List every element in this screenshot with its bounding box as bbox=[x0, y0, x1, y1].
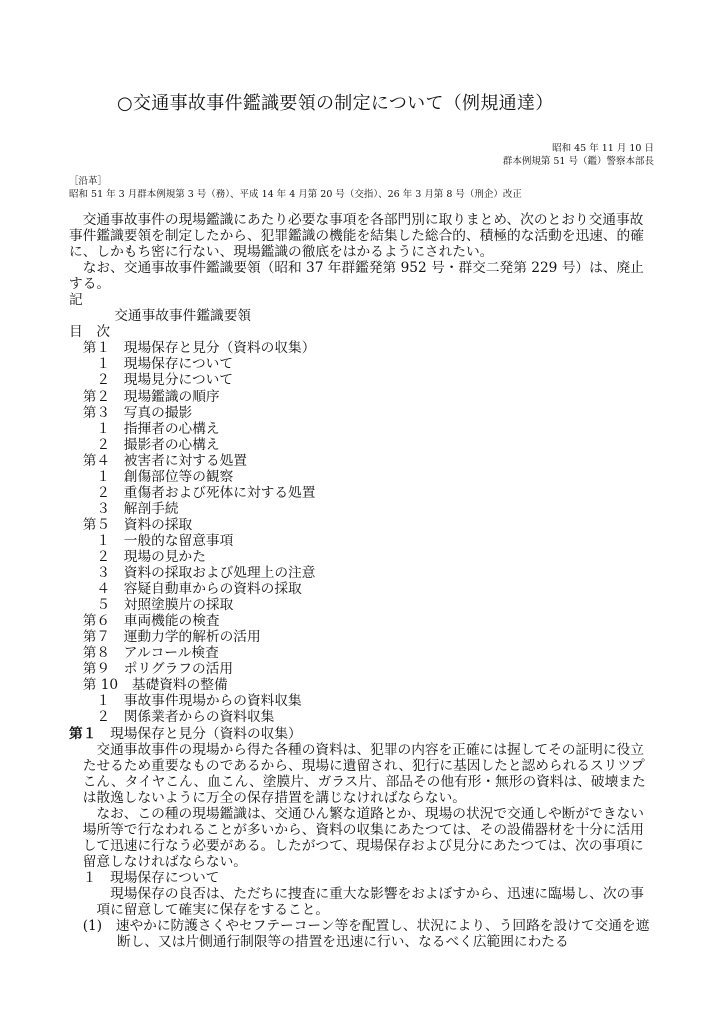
toc-item bbox=[69, 372, 657, 388]
toc-item-label: 資料の採取および処理上の注意 bbox=[123, 565, 316, 582]
toc-item bbox=[69, 437, 657, 453]
toc-item-number: 第８ bbox=[82, 645, 111, 662]
subsection-title: 現場保存について bbox=[110, 869, 220, 886]
issue-date: 昭和 45 年 11 月 10 日 bbox=[552, 143, 654, 154]
ki-marker: 記 bbox=[69, 292, 83, 309]
toc-item-label: 資料の採取 bbox=[123, 516, 193, 533]
section-paragraph: なお、この種の現場鑑識は、交通ひん繁な道路とか、現場の状況で交通しや断ができない場所等で行なわれることが多いから、資料の収集にあたつては、その設備器材を十分に活用して迅速に行なう必要がある。したがつて、現場保存および見分にあたつては、次の事項に留意しなければならない。 bbox=[82, 805, 644, 870]
toc-item-label: 関係業者からの資料収集 bbox=[123, 709, 275, 726]
toc-item bbox=[69, 709, 657, 725]
toc-item-label: 写真の撮影 bbox=[123, 404, 193, 421]
toc-item-label: 現場保存と見分（資料の収集） bbox=[123, 340, 316, 357]
toc-item-label: 容疑自動車からの資料の採取 bbox=[123, 581, 302, 598]
toc-item-label: 運動力学的解析の活用 bbox=[123, 629, 261, 646]
toc-item bbox=[69, 677, 657, 693]
toc-item bbox=[69, 645, 657, 661]
section-title: 現場保存と見分（資料の収集） bbox=[110, 725, 302, 742]
history-label: ［沿革］ bbox=[69, 176, 108, 187]
toc-item-label: 一般的な留意事項 bbox=[123, 532, 234, 549]
toc-item bbox=[69, 485, 657, 501]
toc-item-number: 第９ bbox=[82, 661, 111, 678]
issuer: 群本例規第 51 号（鑑）警察本部長 bbox=[502, 156, 654, 167]
toc-item bbox=[69, 453, 657, 469]
toc-item-number: ２ bbox=[96, 709, 111, 726]
toc-item-number: 第１ bbox=[82, 340, 111, 357]
toc-item-label: 対照塗膜片の採取 bbox=[123, 597, 234, 614]
toc-item-number: 第６ bbox=[82, 613, 111, 630]
section-number: 第１ bbox=[69, 725, 97, 742]
toc-item bbox=[69, 469, 657, 485]
toc-item bbox=[69, 565, 657, 581]
toc-item-number: ２ bbox=[96, 548, 111, 565]
toc-item bbox=[69, 517, 657, 533]
toc-item-number: ５ bbox=[96, 597, 111, 614]
toc-item-number: １ bbox=[96, 693, 111, 710]
section-heading bbox=[69, 726, 657, 742]
toc-item-label: 創傷部位等の観察 bbox=[123, 468, 234, 485]
toc-item bbox=[69, 613, 657, 629]
section-paragraph: 交通事故事件の現場から得た各種の資料は、犯罪の内容を正確には握してその証明に役立たせるため重要なものであるから、現場に遺留され、犯行に基因したと認められるスリツプこん、タイヤこん、血こん、塗膜片、ガラス片、部品その他有形・無形の資料は、破壊または散逸しないように万全の保存措置を講じなければならない。 bbox=[82, 741, 646, 806]
toc-item-number: ２ bbox=[96, 484, 111, 501]
toc-item-label: ポリグラフの活用 bbox=[123, 661, 234, 678]
toc-heading: 目 次 bbox=[69, 324, 111, 341]
toc-item-label: 現場保存について bbox=[123, 356, 234, 373]
document-body bbox=[69, 212, 657, 950]
subsection-paragraph: 現場保存の良否は、ただちに捜査に重大な影響をおよぼすから、迅速に臨場し、次の事項に留意して確実に保存をすること。 bbox=[96, 885, 644, 919]
subsection-number: １ bbox=[82, 869, 97, 886]
toc-item bbox=[69, 389, 657, 405]
toc-item-label: 重傷者および死体に対する処置 bbox=[123, 484, 316, 501]
subsection-heading bbox=[69, 870, 657, 886]
toc-item-number: １ bbox=[96, 420, 111, 437]
toc-item-label: 現場の見かた bbox=[123, 548, 206, 565]
toc-item bbox=[69, 693, 657, 709]
toc-item-label: 現場見分について bbox=[123, 372, 234, 389]
list-item: (1) 速やかに防護さくやセフテーコーン等を配置し、状況により、う回路を設けて交通を遮断し、又は片側通行制限等の措置を迅速に行い、なるべく広範囲にわたる bbox=[82, 918, 650, 951]
toc-item-number: ３ bbox=[96, 565, 111, 582]
toc-item bbox=[69, 533, 657, 549]
toc-item-number: 第５ bbox=[82, 516, 111, 533]
toc-item-number: ２ bbox=[96, 436, 111, 453]
toc-item-number: 第７ bbox=[82, 629, 111, 646]
toc-item-label: 基礎資料の整備 bbox=[131, 677, 228, 694]
intro-paragraph: なお、交通事故事件鑑識要領（昭和 37 年群鑑発第 952 号・群交二発第 229 号）は、廃止する。 bbox=[69, 260, 644, 293]
toc-item bbox=[69, 597, 657, 613]
toc-item-number: 第３ bbox=[82, 404, 111, 421]
toc-item bbox=[69, 421, 657, 437]
page-title: ○交通事故事件鑑識要領の制定について（例規通達） bbox=[117, 93, 554, 114]
toc-item bbox=[69, 661, 657, 677]
toc-item-label: 撮影者の心構え bbox=[123, 436, 220, 453]
toc-item bbox=[69, 581, 657, 597]
toc-item bbox=[69, 549, 657, 565]
intro-paragraph: 交通事故事件の現場鑑識にあたり必要な事項を各部門別に取りまとめ、次のとおり交通事故事件鑑識要領を制定したから、犯罪鑑識の機能を結集した総合的、積極的な活動を迅速、的確に、しかもち密に行ない、現場鑑識の徹底をはかるようにされたい。 bbox=[69, 212, 644, 261]
toc-item-label: アルコール検査 bbox=[123, 645, 219, 662]
toc-item bbox=[69, 405, 657, 421]
toc-item-number: ４ bbox=[96, 581, 111, 598]
toc-item-number: １ bbox=[96, 356, 111, 373]
toc-item-number: １ bbox=[96, 532, 111, 549]
toc-item bbox=[69, 629, 657, 645]
toc-item-number: 第２ bbox=[82, 388, 111, 405]
toc-item-label: 解剖手続 bbox=[123, 500, 179, 517]
toc-item-number: 第 10 bbox=[82, 677, 119, 694]
toc-item-label: 被害者に対する処置 bbox=[123, 452, 247, 469]
toc-item-label: 現場鑑識の順序 bbox=[123, 388, 220, 405]
toc-item-number: ３ bbox=[96, 500, 111, 517]
toc-item bbox=[69, 501, 657, 517]
toc-item-number: ２ bbox=[96, 372, 111, 389]
table-of-contents bbox=[69, 340, 657, 725]
toc-item bbox=[69, 340, 657, 356]
history-text: 昭和 51 年 3 月群本例規第 3 号（務）、平成 14 年 4 月第 20 号（交指）、26 年 3 月第 8 号（刑企）改正 bbox=[69, 189, 522, 200]
toc-item-number: １ bbox=[96, 468, 111, 485]
toc-item-label: 車両機能の検査 bbox=[123, 613, 220, 630]
toc-title: 交通事故事件鑑識要領 bbox=[114, 308, 252, 325]
toc-item-number: 第４ bbox=[82, 452, 111, 469]
toc-item-label: 指揮者の心構え bbox=[123, 420, 220, 437]
toc-item bbox=[69, 356, 657, 372]
toc-item-label: 事故事件現場からの資料収集 bbox=[123, 693, 302, 710]
